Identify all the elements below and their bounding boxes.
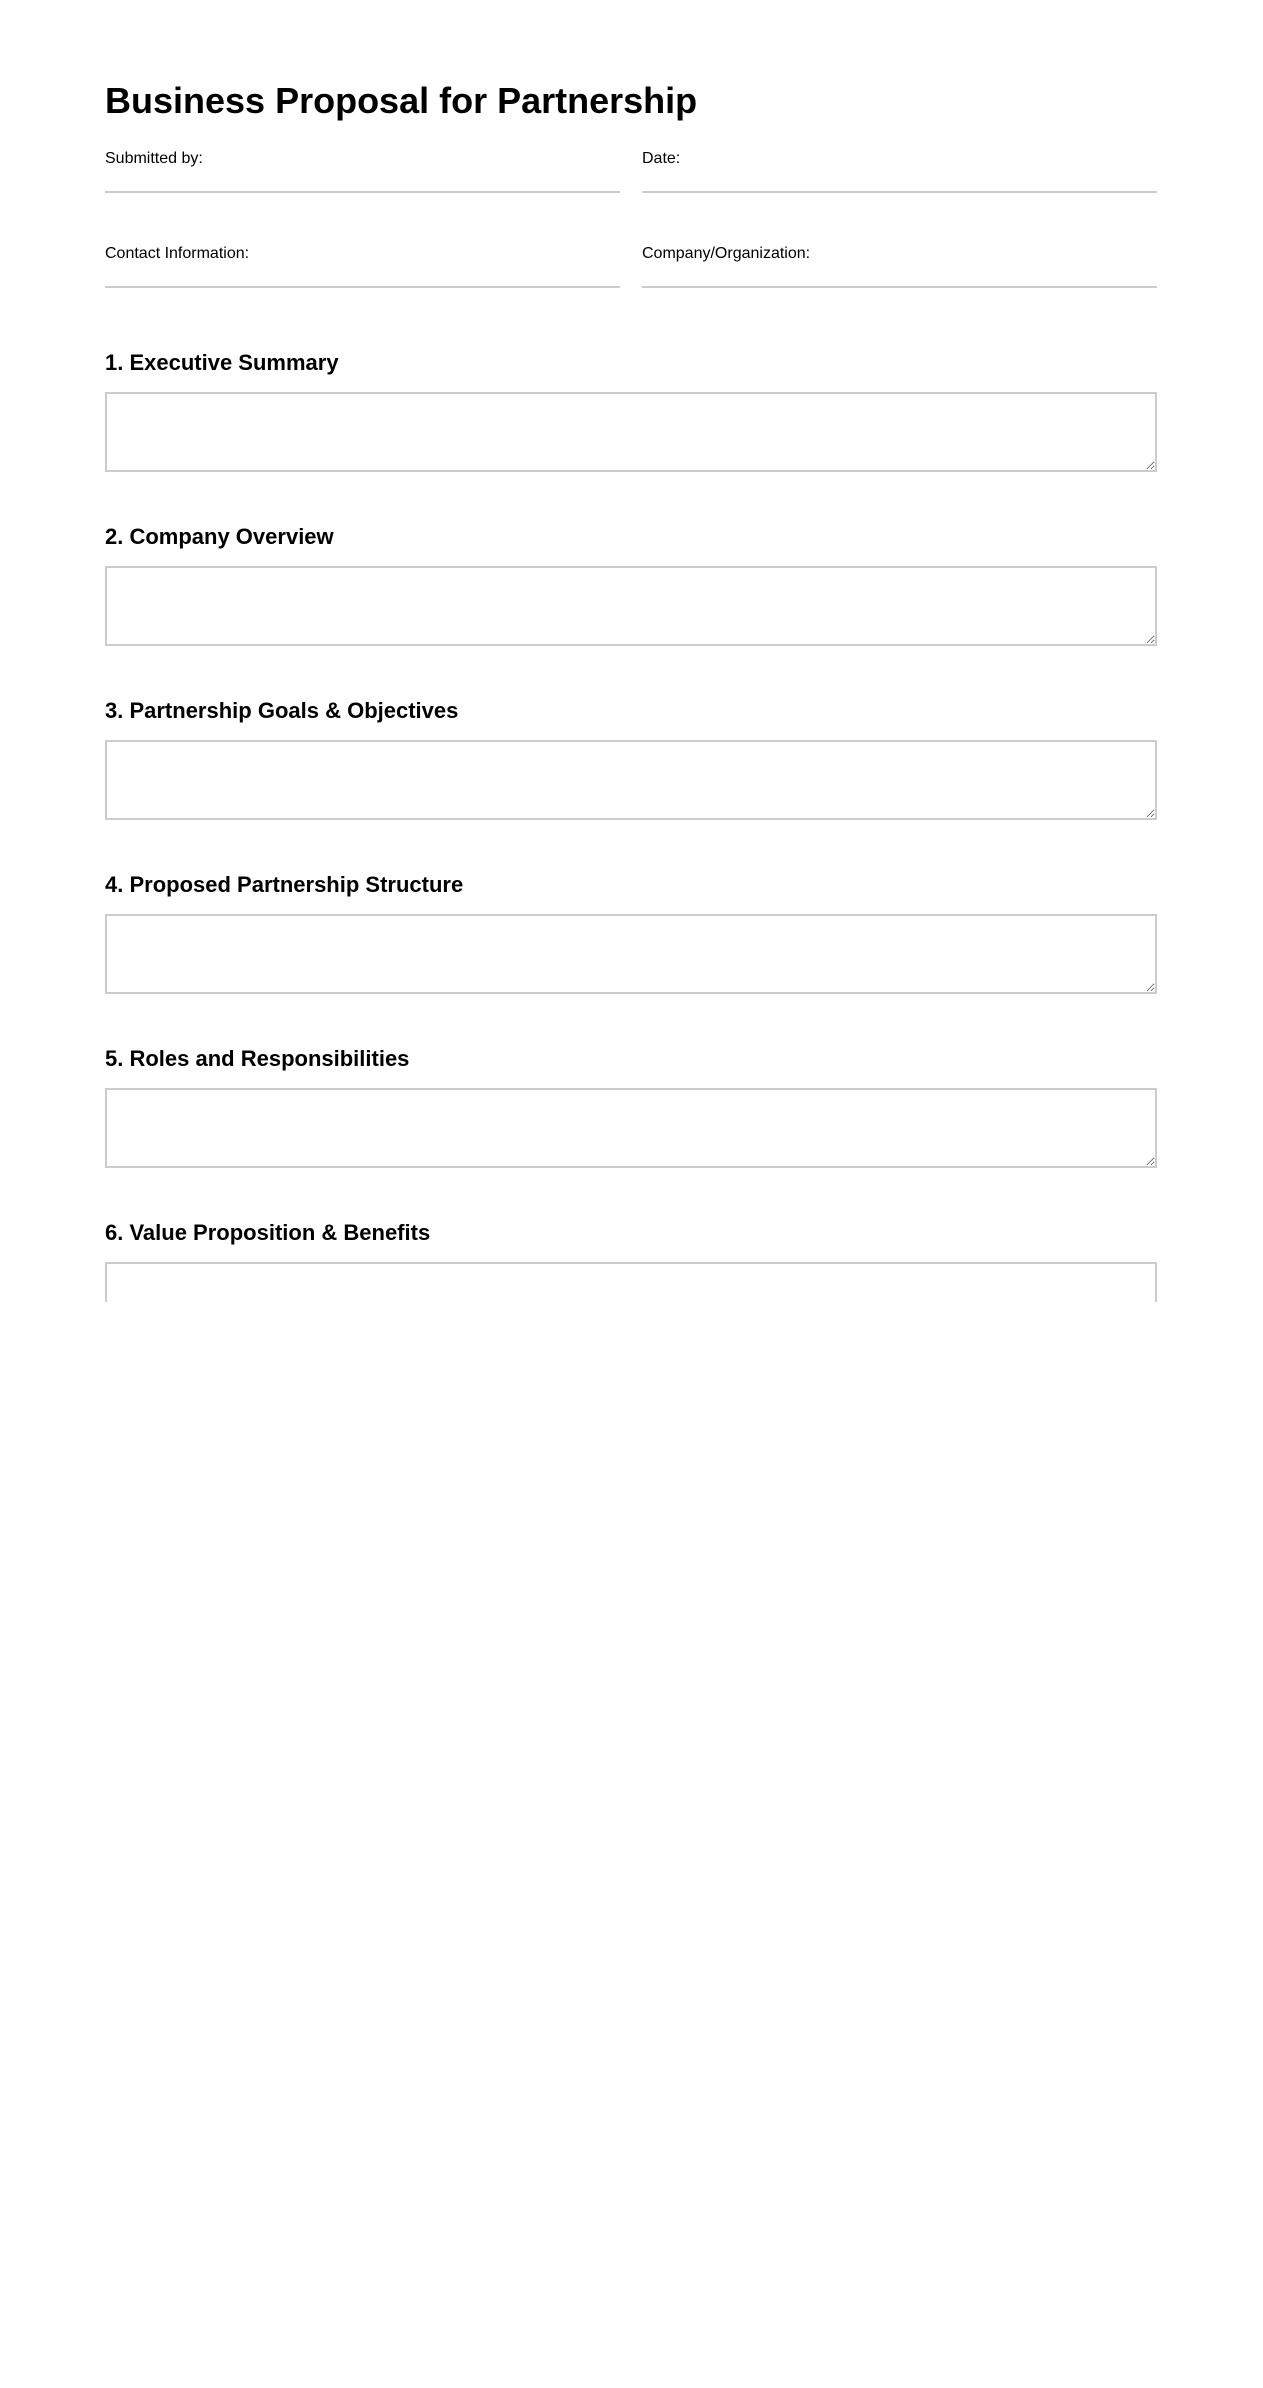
partnership-goals-textarea[interactable]	[105, 740, 1157, 820]
header-row-2	[105, 245, 1157, 288]
date-label: Date:	[642, 150, 681, 167]
section-heading: 5. Roles and Responsibilities	[105, 1046, 410, 1071]
company-overview-textarea[interactable]	[105, 566, 1157, 646]
section-heading: 4. Proposed Partnership Structure	[105, 872, 464, 897]
section-partnership-structure	[105, 872, 1157, 994]
contact-information-field	[105, 245, 620, 288]
submitted-by-label: Submitted by:	[105, 150, 203, 167]
section-executive-summary	[105, 350, 1157, 472]
contact-information-label: Contact Information:	[105, 245, 250, 262]
value-proposition-textarea[interactable]	[105, 1262, 1157, 1302]
header-row-1	[105, 150, 1157, 193]
submitted-by-input[interactable]	[105, 191, 620, 193]
contact-information-input[interactable]	[105, 286, 620, 288]
date-field	[642, 150, 1157, 193]
section-heading: 2. Company Overview	[105, 524, 334, 549]
section-heading: 1. Executive Summary	[105, 350, 339, 375]
section-roles-responsibilities	[105, 1046, 1157, 1168]
company-organization-input[interactable]	[642, 286, 1157, 288]
roles-responsibilities-textarea[interactable]	[105, 1088, 1157, 1168]
section-partnership-goals	[105, 698, 1157, 820]
partnership-structure-textarea[interactable]	[105, 914, 1157, 994]
company-organization-label: Company/Organization:	[642, 245, 811, 262]
submitted-by-field	[105, 150, 620, 193]
section-heading: 6. Value Proposition & Benefits	[105, 1220, 431, 1245]
section-value-proposition	[105, 1220, 1157, 1302]
company-organization-field	[642, 245, 1157, 288]
executive-summary-textarea[interactable]	[105, 392, 1157, 472]
section-company-overview	[105, 524, 1157, 646]
page-title: Business Proposal for Partnership	[105, 80, 698, 121]
date-input[interactable]	[642, 191, 1157, 193]
section-heading: 3. Partnership Goals & Objectives	[105, 698, 459, 723]
